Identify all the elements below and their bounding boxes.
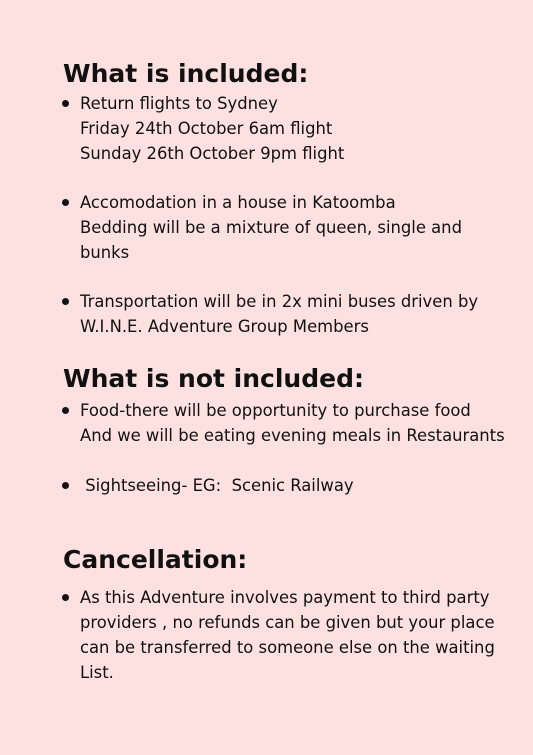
bullet-icon: [62, 407, 69, 414]
bullet-icon: [62, 199, 69, 206]
cancellation-item-1-line-2: providers , no refunds can be given but your place: [80, 613, 495, 632]
bullet-icon: [62, 482, 69, 489]
heading-included: What is included:: [63, 59, 309, 88]
included-item-3-line-2: W.I.N.E. Adventure Group Members: [80, 317, 369, 336]
cancellation-item-1-line-3: can be transferred to someone else on the waiting: [80, 638, 495, 657]
included-item-1-line-3: Sunday 26th October 9pm flight: [80, 144, 345, 163]
heading-not-included: What is not included:: [63, 364, 364, 393]
bullet-icon: [62, 298, 69, 305]
not-included-item-2-line-1: Sightseeing- EG: Scenic Railway: [80, 476, 354, 495]
not-included-item-1-line-2: And we will be eating evening meals in Restaurants: [80, 426, 505, 445]
included-item-2-line-3: bunks: [80, 243, 130, 262]
included-item-3-line-1: Transportation will be in 2x mini buses driven by: [80, 292, 479, 311]
bullet-icon: [62, 100, 69, 107]
heading-cancellation: Cancellation:: [63, 545, 248, 574]
cancellation-item-1-line-1: As this Adventure involves payment to third party: [80, 588, 490, 607]
not-included-item-1-line-1: Food-there will be opportunity to purchase food: [80, 401, 471, 420]
included-item-1-line-2: Friday 24th October 6am flight: [80, 119, 333, 138]
included-item-2-line-2: Bedding will be a mixture of queen, single and: [80, 218, 462, 237]
bullet-icon: [62, 594, 69, 601]
included-item-1-line-1: Return flights to Sydney: [80, 94, 278, 113]
cancellation-item-1-line-4: List.: [80, 663, 114, 682]
included-item-2-line-1: Accomodation in a house in Katoomba: [80, 193, 396, 212]
